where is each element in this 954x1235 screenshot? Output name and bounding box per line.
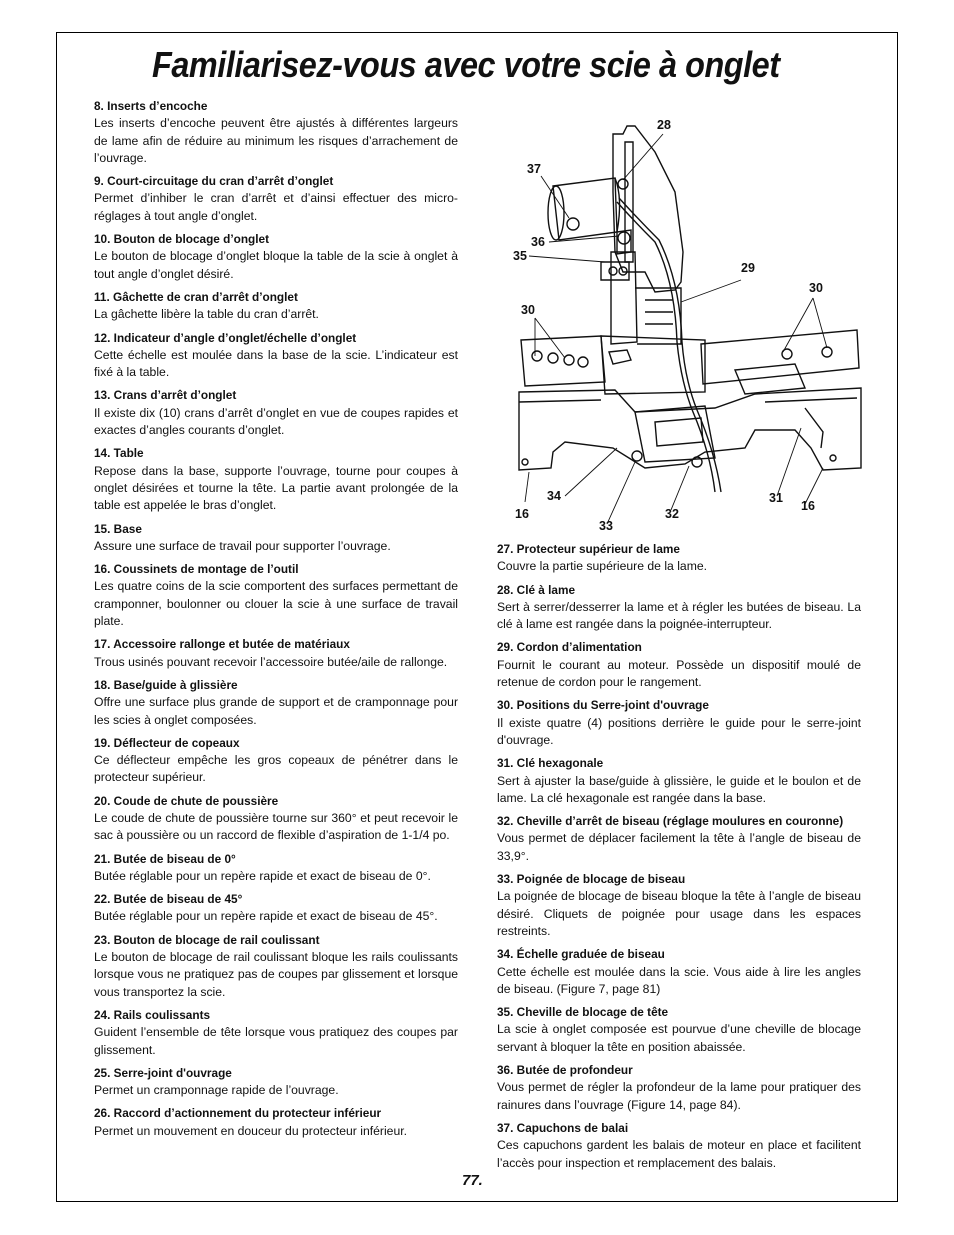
callout-label: 35 [513, 249, 527, 263]
parts-list-item [497, 871, 861, 940]
miter-saw-diagram [505, 112, 875, 542]
item-description: Cette échelle est moulée dans la base de la scie. L’indicateur est fixé à la table. [94, 347, 458, 380]
callout-label: 28 [657, 118, 671, 132]
callout-label: 30 [809, 281, 823, 295]
left-column [94, 98, 458, 1146]
item-description: Fournit le courant au moteur. Possède un dispositif moulé de retenue de cordon pour le rangement. [497, 657, 861, 690]
item-heading: 17. Accessoire rallonge et butée de matériaux [94, 637, 350, 652]
item-heading: 34. Échelle graduée de biseau [497, 947, 665, 962]
item-heading: 16. Coussinets de montage de l’outil [94, 562, 299, 577]
parts-list-item [94, 387, 458, 439]
parts-list-item [497, 582, 861, 634]
item-description: Le coude de chute de poussière tourne sur 360° et peut recevoir le sac à poussière ou un raccord de flexible d’aspiration de 1-1/4 po. [94, 810, 458, 843]
item-description: Permet d’inhiber le cran d’arrêt et d’ainsi effectuer des micro-réglages à tout angle d’onglet. [94, 191, 458, 223]
item-heading: 21. Butée de biseau de 0° [94, 851, 236, 866]
item-heading: 12. Indicateur d’angle d’onglet/échelle d’onglet [94, 330, 357, 345]
parts-list-item [497, 1120, 861, 1172]
parts-list-item [94, 231, 458, 283]
item-description: Vous permet de déplacer facilement la tête à l’angle de biseau de 33,9°. [497, 831, 861, 863]
parts-list-item [497, 813, 861, 865]
parts-list-item [94, 330, 458, 382]
item-description: Vous permet de régler la profondeur de la lame pour pratiquer des rainures dans l’ouvrage (Figure 14, page 84). [497, 1080, 861, 1112]
item-description: Butée réglable pour un repère rapide et exact de biseau de 45°. [94, 909, 438, 924]
parts-list-item [94, 1065, 458, 1100]
item-heading: 20. Coude de chute de poussière [94, 793, 279, 808]
parts-list-item [94, 445, 458, 514]
power-cord [617, 202, 715, 492]
depth-stop-knob [618, 232, 630, 244]
parts-list-item [497, 639, 861, 691]
right-column [497, 541, 861, 1178]
callout-label: 16 [801, 499, 815, 513]
parts-list-item [94, 1105, 458, 1140]
item-description: La gâchette libère la table du cran d’arrêt. [94, 307, 319, 322]
callout-label: 36 [531, 235, 545, 249]
item-heading: 26. Raccord d’actionnement du protecteur inférieur [94, 1106, 382, 1121]
item-description: Trous usinés pouvant recevoir l’accessoire butée/aile de rallonge. [94, 654, 448, 669]
item-description: Ce déflecteur empêche les gros copeaux de pénétrer dans le protecteur supérieur. [94, 753, 458, 785]
item-heading: 25. Serre-joint d'ouvrage [94, 1065, 232, 1080]
parts-list-item [94, 289, 458, 324]
item-description: Le bouton de blocage de rail coulissant bloque les rails coulissants lorsque vous ne pratiquez pas de coupes par glissement et lorsque vous transportez la scie. [94, 950, 458, 999]
right-fence [701, 330, 859, 384]
item-heading: 13. Crans d’arrêt d’onglet [94, 388, 237, 403]
item-heading: 37. Capuchons de balai [497, 1120, 629, 1135]
callout-label: 32 [665, 507, 679, 521]
item-heading: 10. Bouton de blocage d’onglet [94, 232, 269, 247]
page-number: 77. [462, 1172, 483, 1189]
parts-list-item [497, 541, 861, 576]
brush-cap-icon [567, 218, 579, 230]
item-heading: 27. Protecteur supérieur de lame [497, 542, 680, 556]
item-heading: 9. Court-circuitage du cran d’arrêt d’onglet [94, 174, 334, 189]
parts-list-item [94, 793, 458, 845]
page-title: Familiarisez-vous avec votre scie à onglet [152, 44, 780, 85]
item-description: Sert à serrer/desserrer la lame et à régler les butées de biseau. La clé à lame est rangée dans la poignée-interrupteur. [497, 599, 861, 632]
item-heading: 18. Base/guide à glissière [94, 677, 238, 692]
parts-list-item [94, 561, 458, 630]
item-description: Guident l’ensemble de tête lorsque vous pratiquez des coupes par glissement. [94, 1025, 458, 1057]
parts-list-item [497, 755, 861, 807]
item-description: Couvre la partie supérieure de la lame. [497, 559, 708, 574]
blade-wrench-icon [618, 179, 628, 189]
item-heading: 14. Table [94, 446, 144, 461]
item-heading: 22. Butée de biseau de 45° [94, 892, 243, 907]
item-heading: 23. Bouton de blocage de rail coulissant [94, 932, 320, 947]
callout-label: 34 [547, 489, 561, 503]
item-description: Le bouton de blocage d’onglet bloque la table de la scie à onglet à tout angle d’onglet désiré. [94, 249, 458, 281]
item-heading: 8. Inserts d’encoche [94, 99, 208, 113]
callout-label: 29 [741, 261, 755, 275]
parts-list-item [94, 932, 458, 1001]
callout-label: 33 [599, 519, 613, 533]
item-description: Butée réglable pour un repère rapide et exact de biseau de 0°. [94, 868, 431, 883]
item-heading: 36. Butée de profondeur [497, 1063, 633, 1078]
parts-list-item [94, 521, 458, 556]
parts-list-item [94, 173, 458, 225]
item-description: Cette échelle est moulée dans la scie. Vous aide à lire les angles de biseau. (Figure 7, page 81) [497, 964, 861, 996]
item-heading: 29. Cordon d’alimentation [497, 640, 642, 655]
item-heading: 30. Positions du Serre-joint d'ouvrage [497, 698, 709, 713]
item-heading: 19. Déflecteur de copeaux [94, 735, 240, 750]
callout-label: 37 [527, 162, 541, 176]
parts-list-item [497, 1004, 861, 1056]
item-description: La poignée de blocage de biseau bloque la tête à l’angle de biseau désiré. Cliquets de poignée pour usage dans les espaces restreints. [497, 889, 861, 938]
item-heading: 15. Base [94, 521, 142, 536]
item-heading: 33. Poignée de blocage de biseau [497, 872, 686, 887]
item-description: Les quatre coins de la scie comportent des surfaces permettant de cramponner, boulonner ou clouer la scie à une surface de travail plate. [94, 579, 458, 629]
callout-label: 31 [769, 491, 783, 505]
parts-list-item [94, 98, 458, 167]
item-description: Il existe quatre (4) positions derrière le guide pour le serre-joint d'ouvrage. [497, 715, 861, 747]
callout-label: 16 [515, 507, 529, 521]
item-heading: 31. Clé hexagonale [497, 756, 604, 771]
callout-label: 30 [521, 303, 535, 317]
item-description: Permet un mouvement en douceur du protecteur inférieur. [94, 1123, 407, 1138]
parts-list-item [94, 677, 458, 729]
parts-list-item [94, 636, 458, 671]
item-description: Sert à ajuster la base/guide à glissière, le guide et le boulon et de lame. La clé hexagonale est rangée dans la base. [497, 773, 861, 805]
item-description: Offre une surface plus grande de support et de cramponnage pour les scies à onglet composées. [94, 695, 458, 727]
item-description: La scie à onglet composée est pourvue d’une cheville de blocage servant à bloquer la tête en position abaissée. [497, 1022, 861, 1054]
parts-list-item [497, 1062, 861, 1114]
left-fence [521, 336, 605, 386]
item-description: Assure une surface de travail pour supporter l’ouvrage. [94, 538, 391, 553]
item-description: Repose dans la base, supporte l’ouvrage, tourne pour coupes à onglet désirées et tourne la tête. La partie avant prolongée de la table est appelée le bras d’onglet. [94, 463, 458, 513]
item-heading: 11. Gâchette de cran d’arrêt d’onglet [94, 289, 298, 304]
column [611, 252, 637, 344]
item-heading: 24. Rails coulissants [94, 1007, 211, 1022]
parts-list-item [497, 946, 861, 998]
parts-list-item [94, 891, 458, 926]
figure-callouts [513, 118, 823, 533]
item-heading: 35. Cheville de blocage de tête [497, 1005, 669, 1020]
parts-list-item [94, 851, 458, 886]
parts-list-item [94, 735, 458, 787]
item-description: Permet un cramponnage rapide de l’ouvrage. [94, 1083, 339, 1098]
item-heading: 28. Clé à lame [497, 582, 576, 597]
item-heading: 32. Cheville d’arrêt de biseau (réglage moulures en couronne) [497, 814, 844, 829]
item-description: Ces capuchons gardent les balais de moteur en place et facilitent l’accès pour inspection et remplacement des balais. [497, 1138, 861, 1170]
item-description: Il existe dix (10) crans d’arrêt d’onglet en vue de coupes rapides et exactes d’angles courants d’onglet. [94, 405, 458, 438]
item-description: Les inserts d’encoche peuvent être ajustés à différentes largeurs de lame afin de réduire au minimum les risques d’arrachement de l’ouvrage. [94, 116, 458, 165]
parts-list-item [497, 697, 861, 749]
parts-list-item [94, 1007, 458, 1059]
